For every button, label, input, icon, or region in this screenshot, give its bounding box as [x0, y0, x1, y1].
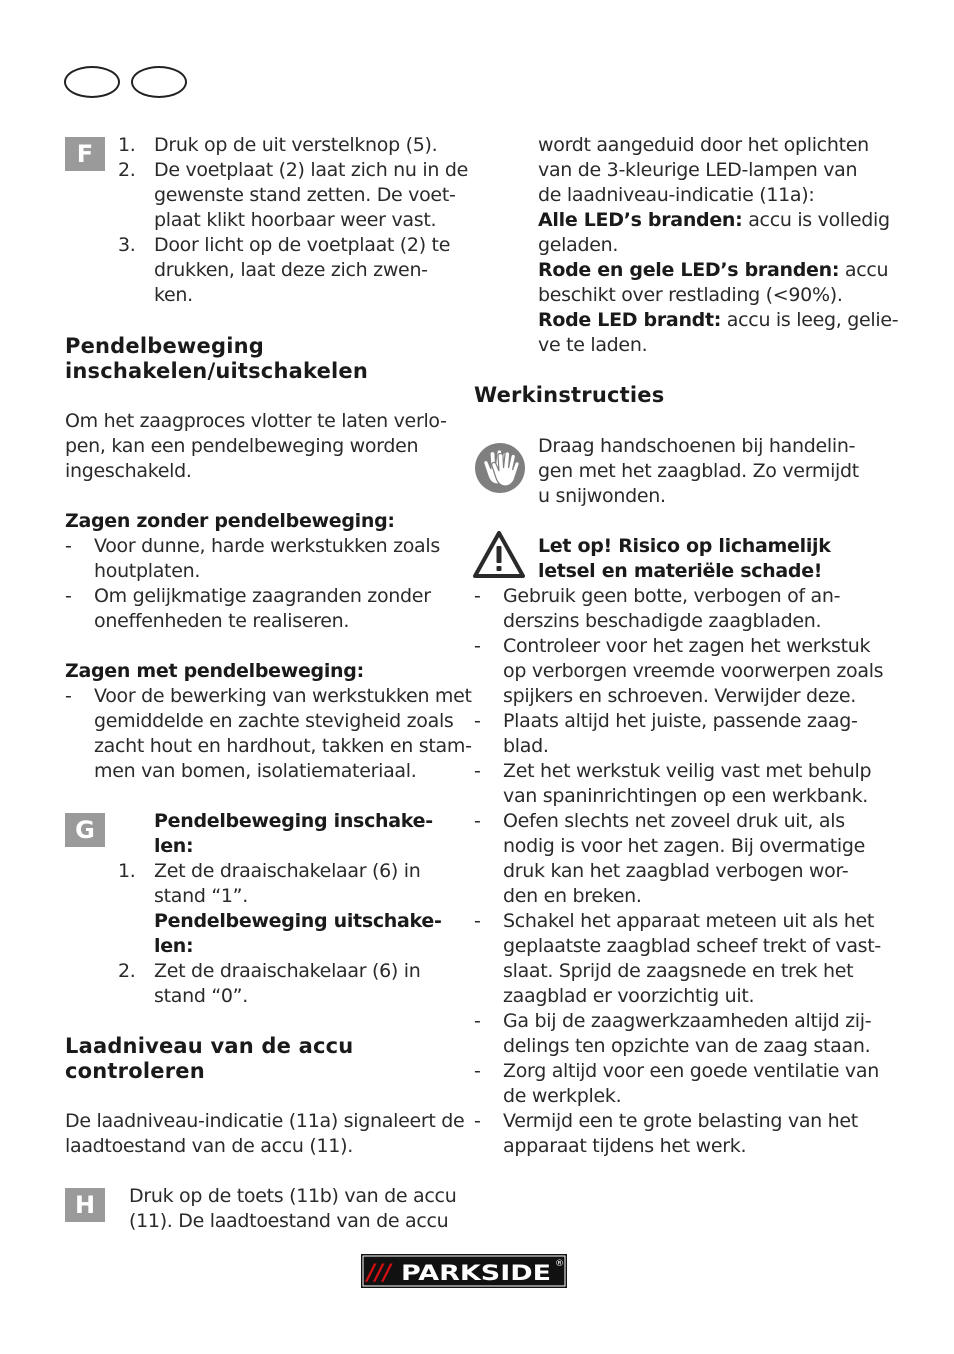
warning-triangle-icon [472, 530, 526, 580]
led-rg-line-2: beschikt over restlading (<90%). [538, 284, 843, 306]
warning-item-line: Vermijd een te grote belasting van het [503, 1110, 858, 1132]
section-heading-laad-2: controleren [65, 1059, 205, 1083]
section-badge-f: F [65, 137, 105, 171]
warning-dash: - [474, 635, 481, 657]
warning-dash: - [474, 585, 481, 607]
led-r-line-1 [538, 308, 898, 333]
zonder-item-1-line-1: Voor dunne, harde werkstukken zoals [94, 535, 440, 557]
section-heading-pendel-1: Pendelbeweging [65, 334, 264, 358]
warning-item-line: spijkers en schroeven. Verwijder deze. [503, 685, 856, 707]
pendel-intro-line-3: ingeschakeld. [65, 460, 192, 482]
f-step-3-line-1: Door licht op de voetplaat (2) te [154, 234, 451, 256]
language-pill-right [131, 66, 187, 98]
warning-item-line: derszins beschadigde zaagbladen. [503, 610, 822, 632]
met-item-1-line-4: men van bomen, isolatiemateriaal. [94, 760, 417, 782]
section-heading-werk: Werkinstructies [474, 383, 665, 407]
h-text-line-1: Druk op de toets (11b) van de accu [129, 1185, 457, 1207]
warning-item-line: de werkplek. [503, 1085, 622, 1107]
warning-dash: - [474, 1010, 481, 1032]
g-step-1-num: 1. [118, 860, 136, 882]
warning-item-line: delings ten opzichte van de zaag staan. [503, 1035, 871, 1057]
f-step-2-line-3: plaat klikt hoorbaar weer vast. [154, 209, 437, 231]
language-pill-left [64, 66, 120, 98]
warning-item-line: van spaninrichtingen op een werkbank. [503, 785, 869, 807]
cont-line-1: wordt aangeduid door het oplichten [538, 134, 869, 156]
warning-title-2: letsel en materiële schade! [538, 560, 823, 582]
warning-item-line: Schakel het apparaat meteen uit als het [503, 910, 875, 932]
pendel-intro-line-1: Om het zaagproces vlotter te laten verlo- [65, 410, 447, 432]
g-step-2-num: 2. [118, 960, 136, 982]
g-step-1-line-1: Zet de draaischakelaar (6) in [154, 860, 421, 882]
pendel-intro-line-2: pen, kan een pendelbeweging worden [65, 435, 419, 457]
warning-dash: - [474, 1110, 481, 1132]
f-step-2-line-1: De voetplaat (2) laat zich nu in de [154, 159, 469, 181]
section-heading-pendel-2: inschakelen/uitschakelen [65, 359, 369, 383]
led-r-label: Rode LED brandt: [538, 309, 722, 331]
f-step-2-num: 2. [118, 159, 136, 181]
warning-item-line: slaat. Sprijd de zaagsnede en trek het [503, 960, 854, 982]
zonder-item-2-line-1: Om gelijkmatige zaagranden zonder [94, 585, 431, 607]
warning-item-line: druk kan het zaagblad verbogen wor- [503, 860, 849, 882]
f-step-1-num: 1. [118, 134, 136, 156]
cont-line-3: de laadniveau-indicatie (11a): [538, 184, 815, 206]
met-title: Zagen met pendelbeweging: [65, 660, 364, 682]
led-all-label: Alle LED’s branden: [538, 209, 743, 231]
laad-intro-line-1: De laadniveau-indicatie (11a) signaleert de [65, 1110, 465, 1132]
warning-item-line: blad. [503, 735, 549, 757]
glove-icon [474, 442, 526, 494]
warning-item-line: Oefen slechts net zoveel druk uit, als [503, 810, 845, 832]
warning-item-line: Controleer voor het zagen het werkstuk [503, 635, 871, 657]
logo-text: PARKSIDE [401, 1261, 551, 1285]
section-badge-g: G [65, 813, 105, 847]
zonder-dash-2: - [65, 585, 72, 607]
led-rg-text: accu [839, 259, 889, 281]
led-rg-label: Rode en gele LED’s branden: [538, 259, 840, 281]
logo-mark: /// [367, 1261, 392, 1286]
g-off-title-2: len: [154, 935, 194, 957]
warning-item-line: Gebruik geen botte, verbogen of an- [503, 585, 841, 607]
zonder-dash-1: - [65, 535, 72, 557]
g-step-2-line-1: Zet de draaischakelaar (6) in [154, 960, 421, 982]
warning-item-line: op verborgen vreemde voorwerpen zoals [503, 660, 884, 682]
led-r-text: accu is leeg, gelie- [721, 309, 899, 331]
warning-item-line: Zet het werkstuk veilig vast met behulp [503, 760, 872, 782]
warning-title-1: Let op! Risico op lichamelijk [538, 535, 831, 557]
met-item-1-line-3: zacht hout en hardhout, takken en stam- [94, 735, 472, 757]
parkside-logo [361, 1254, 567, 1288]
glove-text-line-3: u snijwonden. [538, 485, 666, 507]
zonder-item-1-line-2: houtplaten. [94, 560, 201, 582]
warning-dash: - [474, 760, 481, 782]
logo-registered: ® [555, 1259, 564, 1269]
laad-intro-line-2: laadtoestand van de accu (11). [65, 1135, 353, 1157]
warning-dash: - [474, 1060, 481, 1082]
glove-text-line-1: Draag handschoenen bij handelin- [538, 435, 856, 457]
g-off-title-1: Pendelbeweging uitschake- [154, 910, 442, 932]
warning-item-line: zaagblad er voorzichtig uit. [503, 985, 755, 1007]
warning-item-line: nodig is voor het zagen. Bij overmatige [503, 835, 865, 857]
warning-dash: - [474, 910, 481, 932]
f-step-2-line-2: gewenste stand zetten. De voet- [154, 184, 456, 206]
warning-item-line: Ga bij de zaagwerkzaamheden altijd zij- [503, 1010, 872, 1032]
met-dash-1: - [65, 685, 72, 707]
warning-item-line: Plaats altijd het juiste, passende zaag- [503, 710, 858, 732]
warning-item-line: den en breken. [503, 885, 642, 907]
f-step-3-line-2: drukken, laat deze zich zwen- [154, 259, 428, 281]
f-step-3-num: 3. [118, 234, 136, 256]
section-badge-h: H [65, 1188, 105, 1222]
zonder-item-2-line-2: oneffenheden te realiseren. [94, 610, 350, 632]
f-step-1-line-1: Druk op de uit verstelknop (5). [154, 134, 438, 156]
section-heading-laad-1: Laadniveau van de accu [65, 1034, 354, 1058]
g-step-1-line-2: stand “1”. [154, 885, 248, 907]
warning-item-line: Zorg altijd voor een goede ventilatie van [503, 1060, 879, 1082]
h-text-line-2: (11). De laadtoestand van de accu [129, 1210, 449, 1232]
f-step-3-line-3: ken. [154, 284, 193, 306]
led-rg-line-1 [538, 258, 888, 283]
led-all-text: accu is volledig [742, 209, 890, 231]
led-r-line-2: ve te laden. [538, 334, 648, 356]
met-item-1-line-2: gemiddelde en zachte stevigheid zoals [94, 710, 454, 732]
cont-line-2: van de 3-kleurige LED-lampen van [538, 159, 858, 181]
led-all-line-1 [538, 208, 890, 233]
g-on-title-1: Pendelbeweging inschake- [154, 810, 433, 832]
warning-item-line: geplaatste zaagblad scheef trekt of vast- [503, 935, 881, 957]
warning-dash: - [474, 710, 481, 732]
warning-item-line: apparaat tijdens het werk. [503, 1135, 747, 1157]
warning-dash: - [474, 810, 481, 832]
led-all-line-2: geladen. [538, 234, 619, 256]
g-step-2-line-2: stand “0”. [154, 985, 248, 1007]
met-item-1-line-1: Voor de bewerking van werkstukken met [94, 685, 472, 707]
g-on-title-2: len: [154, 835, 194, 857]
glove-text-line-2: gen met het zaagblad. Zo vermijdt [538, 460, 859, 482]
zonder-title: Zagen zonder pendelbeweging: [65, 510, 395, 532]
